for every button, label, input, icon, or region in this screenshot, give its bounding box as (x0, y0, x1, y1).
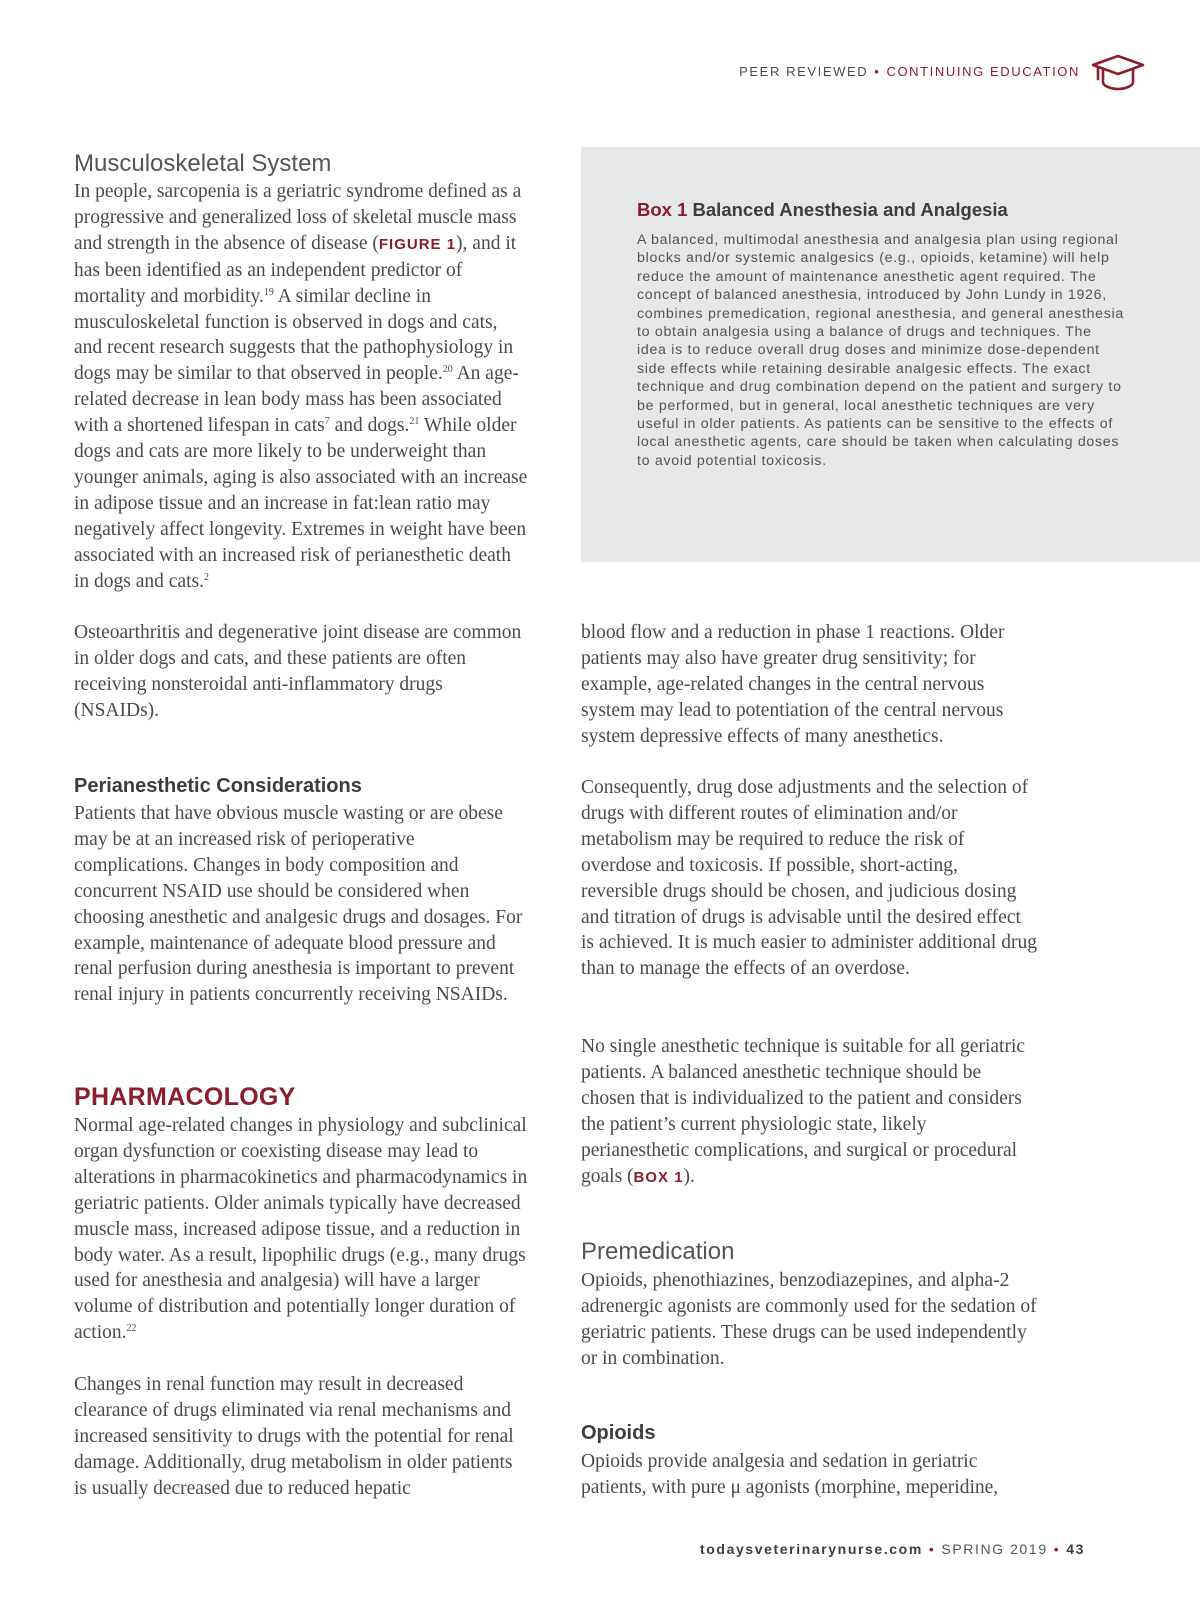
footer-separator: • (928, 1541, 936, 1557)
citation-21: 21 (409, 416, 420, 428)
text-run: While older dogs and cats are more likely to be underweight than younger animals, aging is also associated with an increase in adipose tissue and an increase in fat:lean ratio may negatively affect longevity. Extremes in weight have been associated with an increased risk of perianesthetic death in dogs and cats. (74, 415, 528, 592)
musculoskeletal-heading: Musculoskeletal System (74, 150, 332, 177)
citation-7: 7 (324, 416, 330, 428)
citation-19: 19 (263, 286, 274, 298)
text-run: In people, sarcopenia is a geriatric syndrome defined as a progressive and generalized loss of skeletal muscle mass and strength in the absence of disease ( (74, 181, 522, 254)
text-run: An age-related decrease in lean body mass has been associated with a shortened lifespan in cats (74, 363, 519, 437)
musculoskeletal-paragraph (74, 179, 530, 595)
citation-2: 2 (203, 571, 209, 583)
perianesthetic-heading: Perianesthetic Considerations (74, 775, 362, 797)
box-1-number: Box 1 (637, 199, 688, 220)
graduation-cap-icon (1090, 52, 1146, 92)
page-number: 43 (1066, 1541, 1085, 1557)
pharmacology-paragraph (74, 1113, 530, 1346)
text-run: Normal age-related changes in physiology and subclinical organ dysfunction or coexisting disease may lead to alterations in pharmacokinetics and pharmacodynamics in geriatric patients. Older animals typically have decreased muscle mass, increased adipose tissue, and a reduction in body water. As a result, lipophilic drugs (e.g., many drugs used for anesthesia and analgesia) will have a larger volume of distribution and potentially longer duration of action. (74, 1115, 528, 1344)
text-run: and dogs. (329, 415, 410, 437)
pharmacology-heading: PHARMACOLOGY (74, 1083, 296, 1111)
right-paragraph-3 (581, 1034, 1037, 1190)
running-header (739, 64, 1080, 79)
premedication-heading: Premedication (581, 1238, 735, 1265)
citation-20: 20 (442, 364, 453, 376)
issue-label: SPRING 2019 (941, 1541, 1048, 1557)
page-footer (700, 1541, 1085, 1557)
box-1-body: A balanced, multimodal anesthesia and analgesia plan using regional blocks and/or systemic analgesics (e.g., opioids, ketamine) will help reduce the amount of maintenance anesthetic agent required. The concept of balanced anesthesia, introduced by John Lundy in 1926, combines premedication, regional anesthesia, and general anesthesia to obtain analgesia using a balance of drugs and techniques. The idea is to reduce overall drug doses and minimize dose-dependent side effects while retaining desirable analgesic effects. The exact technique and drug combination depend on the patient and surgery to be performed, but in general, local anesthetic techniques are very useful in older patients. As patients can be sensitive to the effects of local anesthetic agents, care should be taken when calculating doses to avoid potential toxicosis. (637, 232, 1124, 469)
opioids-paragraph: Opioids provide analgesia and sedation in geriatric patients, with pure μ agonists (morphine, meperidine, (581, 1451, 999, 1498)
perianesthetic-paragraph: Patients that have obvious muscle wasting or are obese may be at an increased risk of perioperative complications. Changes in body composition and concurrent NSAID use should be considered when choosing anesthetic and analgesic drugs and dosages. For example, maintenance of adequate blood pressure and renal perfusion during anesthesia is important to prevent renal injury in patients concurrently receiving NSAIDs. (74, 803, 523, 1006)
osteoarthritis-paragraph: Osteoarthritis and degenerative joint disease are common in older dogs and cats, and these patients are often receiving nonsteroidal anti-inflammatory drugs (NSAIDs). (74, 622, 522, 721)
figure-1-link[interactable]: FIGURE 1 (378, 235, 457, 253)
citation-22: 22 (126, 1323, 137, 1335)
right-paragraph-1: blood flow and a reduction in phase 1 reactions. Older patients may also have greater drug sensitivity; for example, age-related changes in the central nervous system may lead to potentiation of the central nervous system depressive effects of many anesthetics. (581, 622, 1005, 747)
box-1-sidebar (581, 147, 1200, 562)
box-1-title (637, 199, 1008, 221)
peer-reviewed-label: PEER REVIEWED (739, 64, 869, 79)
header-separator: • (874, 64, 881, 79)
continuing-education-label: CONTINUING EDUCATION (886, 64, 1080, 79)
opioids-heading: Opioids (581, 1422, 656, 1444)
text-run: No single anesthetic technique is suitable for all geriatric patients. A balanced anesthetic technique should be chosen that is individualized to the patient and considers the patient’s current physiologic state, likely perianesthetic complications, and surgical or procedural goals ( (581, 1036, 1026, 1187)
website-link[interactable]: todaysveterinarynurse.com (700, 1541, 923, 1557)
premedication-paragraph: Opioids, phenothiazines, benzodiazepines, and alpha-2 adrenergic agonists are commonly used for the sedation of geriatric patients. These drugs can be used independently or in combination. (581, 1270, 1037, 1369)
renal-function-paragraph: Changes in renal function may result in decreased clearance of drugs eliminated via renal mechanisms and increased sensitivity to drugs with the potential for renal damage. Additionally, drug metabolism in older patients is usually decreased due to reduced hepatic (74, 1374, 514, 1499)
text-run: ). (683, 1165, 695, 1187)
text-run: A similar decline in musculoskeletal function is observed in dogs and cats, and recent research suggests that the pathophysiology in dogs may be similar to that observed in people. (74, 285, 514, 385)
box-1-link[interactable]: BOX 1 (633, 1168, 684, 1186)
text-run: ), and it has been identified as an independent predictor of mortality and morbidity. (74, 232, 517, 307)
box-1-title-text: Balanced Anesthesia and Analgesia (687, 199, 1008, 220)
footer-separator: • (1053, 1541, 1061, 1557)
right-paragraph-2: Consequently, drug dose adjustments and the selection of drugs with different routes of elimination and/or metabolism may be required to reduce the risk of overdose and toxicosis. If possible, short-acting, reversible drugs should be chosen, and judicious dosing and titration of drugs is advisable until the desired effect is achieved. It is much easier to administer additional drug than to manage the effects of an overdose. (581, 777, 1037, 980)
